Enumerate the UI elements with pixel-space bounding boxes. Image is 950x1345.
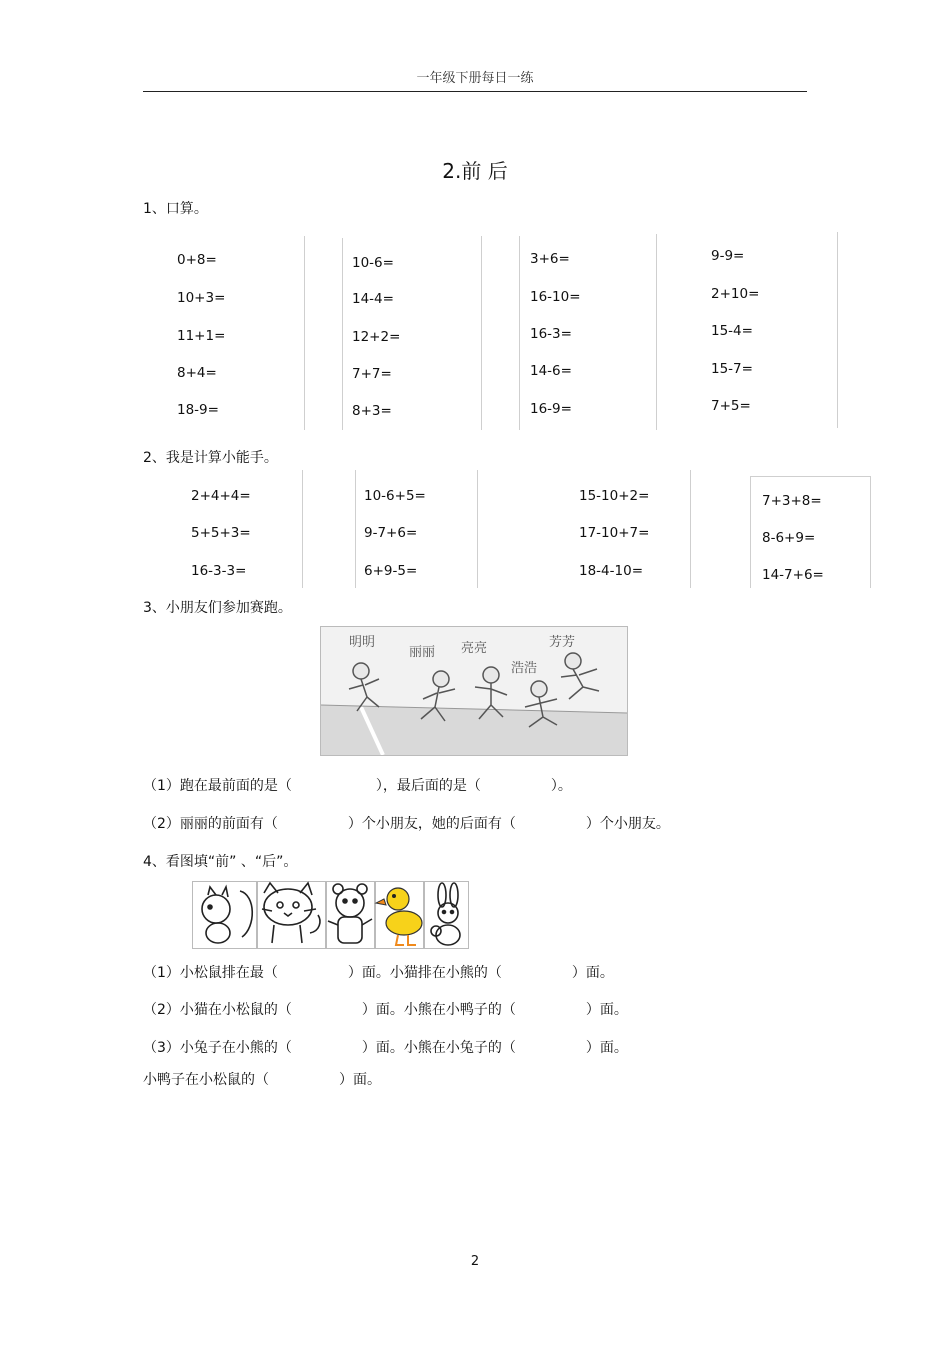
- oral-calc-item: 7+5=: [711, 398, 751, 414]
- question-4-2: （2）小猫在小松鼠的（ ）面。小熊在小鸭子的（ ）面。: [143, 1002, 628, 1018]
- oral-calc-item: 15-7=: [711, 361, 753, 377]
- divider: [342, 238, 343, 430]
- oral-calc-item: 16-10=: [530, 289, 581, 305]
- divider: [750, 476, 870, 477]
- runner-name: 浩浩: [511, 661, 538, 676]
- calc-item: 17-10+7=: [579, 525, 650, 541]
- divider: [519, 236, 520, 430]
- calc-item: 10-6+5=: [364, 488, 426, 504]
- calc-item: 5+5+3=: [191, 525, 251, 541]
- calc-item: 6+9-5=: [364, 563, 418, 579]
- runner-name: 明明: [349, 635, 376, 650]
- runner-name: 丽丽: [409, 645, 436, 660]
- oral-calc-item: 3+6=: [530, 251, 570, 267]
- question-3-1: （1）跑在最前面的是（ ），最后面的是（ ）。: [143, 778, 572, 794]
- duck-icon: [376, 882, 424, 949]
- calc-item: 16-3-3=: [191, 563, 247, 579]
- question-4-4: 小鸭子在小松鼠的（ ）面。: [143, 1072, 381, 1088]
- question-4-1: （1）小松鼠排在最（ ）面。小猫排在小熊的（ ）面。: [143, 965, 614, 981]
- cat-icon: [258, 882, 326, 949]
- divider: [355, 470, 356, 588]
- oral-calc-item: 9-9=: [711, 248, 745, 264]
- divider: [837, 232, 838, 428]
- oral-calc-item: 12+2=: [352, 329, 401, 345]
- calc-item: 7+3+8=: [762, 493, 822, 509]
- calc-item: 18-4-10=: [579, 563, 643, 579]
- runner-name: 芳芳: [549, 635, 576, 650]
- bear-icon: [327, 882, 375, 949]
- oral-calc-item: 11+1=: [177, 328, 226, 344]
- divider: [656, 234, 657, 430]
- oral-calc-item: 15-4=: [711, 323, 753, 339]
- calc-item: 9-7+6=: [364, 525, 418, 541]
- oral-calc-item: 18-9=: [177, 402, 219, 418]
- oral-calc-item: 10-6=: [352, 255, 394, 271]
- squirrel-icon: [193, 882, 257, 949]
- oral-calc-item: 10+3=: [177, 290, 226, 306]
- question-3-2: （2）丽丽的前面有（ ）个小朋友，她的后面有（ ）个小朋友。: [143, 816, 670, 832]
- animals-drawing: [192, 881, 470, 949]
- oral-calc-item: 14-4=: [352, 291, 394, 307]
- oral-calc-item: 0+8=: [177, 252, 217, 268]
- divider: [304, 236, 305, 430]
- section-3-label: 3、小朋友们参加赛跑。: [143, 600, 292, 616]
- page-number: 2: [470, 1254, 480, 1269]
- oral-calc-item: 2+10=: [711, 286, 760, 302]
- divider: [302, 470, 303, 588]
- page-title: 2.前 后: [442, 159, 508, 183]
- oral-calc-item: 16-9=: [530, 401, 572, 417]
- oral-calc-item: 7+7=: [352, 366, 392, 382]
- oral-calc-item: 16-3=: [530, 326, 572, 342]
- section-2-label: 2、我是计算小能手。: [143, 450, 278, 466]
- calc-item: 8-6+9=: [762, 530, 816, 546]
- divider: [690, 470, 691, 588]
- race-illustration: [320, 626, 628, 756]
- calc-item: 14-7+6=: [762, 567, 824, 583]
- animals-illustration: [192, 881, 470, 949]
- page-header: 一年级下册每日一练: [416, 71, 534, 86]
- section-4-label: 4、看图填“前” 、“后”。: [143, 854, 298, 870]
- rabbit-icon: [425, 882, 469, 949]
- divider: [481, 236, 482, 430]
- header-rule: [143, 91, 807, 92]
- runner-name: 亮亮: [461, 641, 488, 656]
- oral-calc-item: 8+4=: [177, 365, 217, 381]
- oral-calc-item: 14-6=: [530, 363, 572, 379]
- calc-item: 15-10+2=: [579, 488, 650, 504]
- question-4-3: （3）小兔子在小熊的（ ）面。小熊在小兔子的（ ）面。: [143, 1040, 628, 1056]
- calc-item: 2+4+4=: [191, 488, 251, 504]
- divider: [750, 476, 751, 588]
- oral-calc-item: 8+3=: [352, 403, 392, 419]
- divider: [870, 476, 871, 588]
- section-1-label: 1、口算。: [143, 201, 208, 217]
- divider: [477, 470, 478, 588]
